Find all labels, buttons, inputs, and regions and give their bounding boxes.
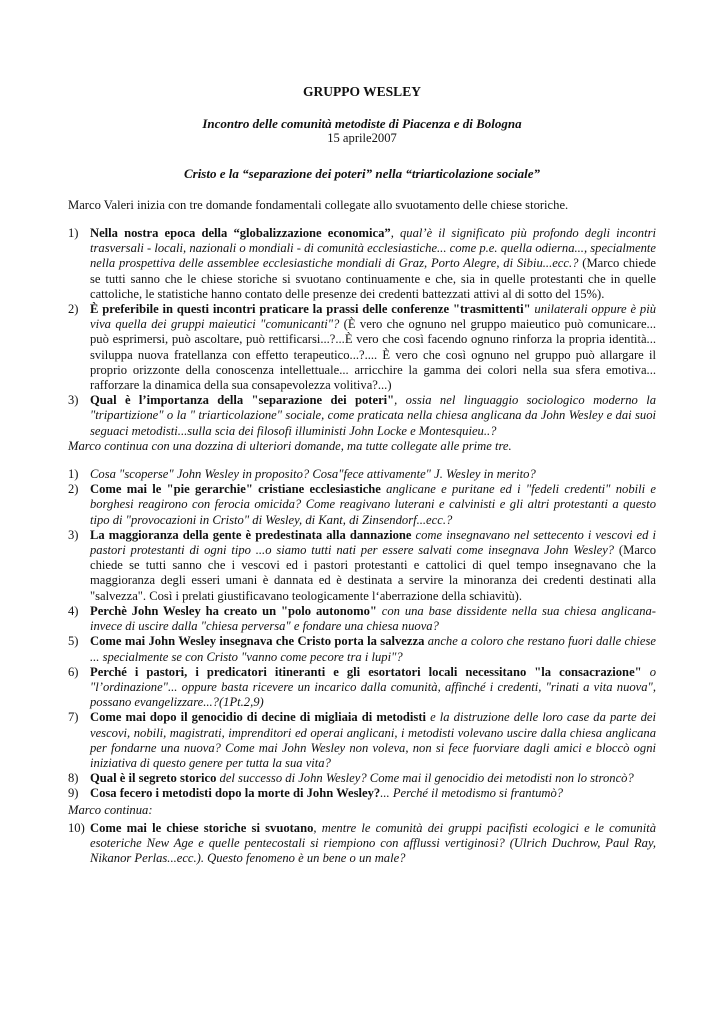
list-item (68, 634, 656, 664)
list-item (68, 604, 656, 634)
item-number: 1) (68, 467, 79, 482)
question-italic: con una base dissidente nella sua chiesa anglicana- invece di uscire dalla "chiesa perversa" e fondare una chiesa nuova? (90, 603, 656, 634)
list-item (68, 786, 656, 801)
question-bold: Come mai John Wesley insegnava che Cristo porta la salvezza (90, 634, 425, 649)
question-note: (È vero che ognuno nel gruppo maieutico può comunicare... può esprimersi, può ascoltare, può rettificarsi...?...È vero che così facendo ognuno rinforza la propria identità... sviluppa nuova fratellanza con effetto terapeutico...?.... È vero che così ognuno nel gruppo può allargare il proprio orizzonte della conoscenza intellettuale... arricchire la gamma dei colori nella sua sfera emotiva... rafforzare la dinamica della sua consapevolezza volitiva?...) (90, 317, 656, 393)
intro-paragraph: Marco Valeri inizia con tre domande fondamentali collegate allo svuotamento delle chiese storiche. (68, 197, 569, 212)
list-item (68, 302, 656, 393)
question-italic: del successo di John Wesley? Come mai il genocidio dei metodisti non lo stroncò? (216, 771, 634, 786)
item-number: 8) (68, 771, 79, 786)
item-number: 9) (68, 786, 79, 801)
question-bold: Come mai le "pie gerarchie" cristiane ecclesiastiche (90, 482, 381, 497)
item-number: 10) (68, 820, 85, 835)
question-italic: , qual’è il significato più profondo degli incontri trasversali - locali, nazionali o mondiali - di comunità ecclesiastiche... come p.e. quella odierna..., specialmente nella prospettiva delle assemblee ecclesiastiche mondiali di Graz, Porto Alegre, di Sibiu...ecc.? (90, 226, 657, 271)
list-item (68, 528, 656, 604)
question-list-2 (68, 467, 656, 801)
question-note: (Marco chiede se tutti sanno che le chiese storiche si svuotano continuamente e che, sia in quelle protestanti che in quelle cattoliche, le statistiche hanno contato delle presenze dei credenti battezzati attivi al di sotto del 15%). (90, 256, 656, 301)
question-italic: come insegnavano nel settecento i vescovi ed i pastori protestanti di ogni tipo ...o siamo tutti nati per essere salvati come insegnava John Wesley? (90, 527, 656, 558)
question-bold: Come mai dopo il genocidio di decine di migliaia di metodisti (90, 710, 427, 725)
question-bold: Nella nostra epoca della “globalizzazione economica” (90, 226, 391, 241)
question-bold: La maggioranza della gente è predestinata alla dannazione (90, 527, 412, 542)
list-item (68, 482, 656, 528)
question-list-1 (68, 226, 656, 439)
question-bold: Cosa fecero i metodisti dopo la morte di John Wesley? (90, 786, 381, 801)
question-bold: Come mai le chiese storiche si svuotano (90, 820, 314, 835)
question-italic: Cosa "scoperse" John Wesley in proposito? Cosa"fece attivamente" J. Wesley in merito? (90, 467, 536, 482)
question-note: (Marco chiede se tutti sanno che i vescovi ed i pastori protestanti e cattolici di quel tempo insegnavano che la maggioranza degli esseri umani è dannata ed è destinata a servire la minoranza dei credenti destinati alla "salvezza". Così i prelati giustificavano teologicamente l‘aberrazione della schiavitù). (90, 543, 656, 603)
list-item (68, 226, 656, 302)
item-number: 6) (68, 664, 79, 679)
list-item (68, 393, 656, 439)
question-italic: ... Perché il metodismo si frantumò? (380, 786, 564, 801)
list-item (68, 467, 656, 482)
document-date: 15 aprile2007 (327, 131, 397, 146)
list-item (68, 665, 656, 711)
question-italic: unilaterali oppure è più viva quella dei gruppi maieutici "comunicanti"? (90, 302, 656, 332)
item-number: 3) (68, 527, 79, 542)
question-bold: È preferibile in questi incontri praticare la prassi delle conferenze "trasmittenti" (90, 302, 531, 317)
question-bold: Perché i pastori, i predicatori itineranti e gli esortatori locali necessitano "la consacrazione" (90, 664, 642, 679)
section-title: Cristo e la “separazione dei poteri” nella “triarticolazione sociale” (183, 165, 541, 181)
item-number: 2) (68, 482, 79, 497)
list-item (68, 821, 656, 867)
item-number: 4) (68, 603, 79, 618)
question-bold: Qual è l’importanza della "separazione dei poteri" (90, 393, 395, 408)
document-subtitle: Incontro delle comunità metodiste di Piacenza e di Bologna (202, 116, 522, 132)
question-italic: , ossia nel linguaggio sociologico moderno la "tripartizione" o la " triarticolazione" sociale, come praticata nella chiesa anglicana da John Wesley e dai suoi seguaci metodisti...sulla scia dei filosofi illuministi John Locke e Montesquieu..? (90, 393, 657, 438)
document-title: GRUPPO WESLEY (303, 84, 421, 99)
item-number: 7) (68, 710, 79, 725)
question-bold: Qual è il segreto storico (90, 771, 217, 786)
question-italic: e la distruzione delle loro case da parte dei vescovi, nobili, magistrati, imprenditori ed operai anglicani, i metodisti volevano uscire dalla chiesa anglicana per fondarne una nuova? Come mai John Wesley non voleva, non si fece fuorviare dagli amici e bloccò ogni iniziativa di questo genere per tutta la sua vita? (90, 710, 657, 770)
continua-label: Marco continua: (68, 802, 153, 817)
question-bold: Perchè John Wesley ha creato un "polo autonomo" (90, 603, 377, 618)
list-item (68, 771, 656, 786)
item-number: 3) (68, 393, 79, 408)
item-number: 5) (68, 634, 79, 649)
item-number: 1) (68, 226, 79, 241)
transition-paragraph: Marco continua con una dozzina di ulteriori domande, ma tutte collegate alle prime tre. (68, 438, 512, 453)
item-number: 2) (68, 302, 79, 317)
question-italic: anche a coloro che restano fuori dalle chiese ... specialmente se con Cristo "vanno come pecore tra i lupi"? (90, 634, 656, 664)
question-list-3 (68, 821, 656, 867)
list-item (68, 710, 656, 771)
document-page (68, 84, 656, 866)
question-italic: anglicane e puritane ed i "fedeli credenti" nobili e borghesi reagirono con ferocia omicida? Come reagivano luterani e calvinisti e gli altri protestanti a questo tipo di "provocazioni in Cristo" di Wesley, di Kant, di Zinsendorf...ecc.? (90, 482, 656, 527)
question-italic: , mentre le comunità dei gruppi pacifisti ecologici e le comunità esoteriche New Age e quelle pentecostali si riempiono con afflussi vertiginosi? (Ulrich Duchrow, Paul Ray, Nikanor Perlas...ecc.). Questo fenomeno è un bene o un male? (90, 820, 656, 866)
question-italic: o "l’ordinazione"... oppure basta ricevere un incarico dalla comunità, affinché i credenti, "rinati a vita nuova", possano evangelizzare...?(1Pt.2,9) (90, 664, 656, 710)
